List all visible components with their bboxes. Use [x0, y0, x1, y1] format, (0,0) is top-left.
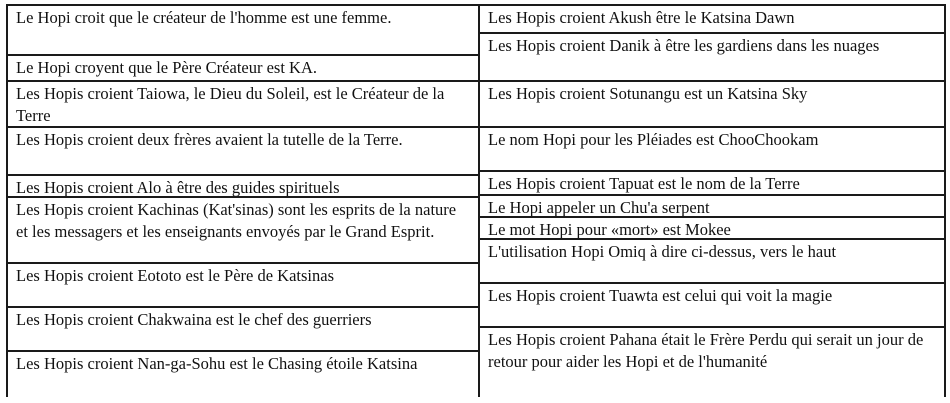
table-cell: L'utilisation Hopi Omiq à dire ci-dessus, vers le haut: [480, 240, 944, 284]
table-cell: Les Hopis croient Alo à être des guides spirituels: [8, 176, 478, 198]
table-cell: Le mot Hopi pour «mort» est Mokee: [480, 218, 944, 240]
table-cell: Les Hopis croient Sotunangu est un Katsina Sky: [480, 82, 944, 128]
table-cell: Les Hopis croient Akush être le Katsina Dawn: [480, 6, 944, 34]
table-cell: Le nom Hopi pour les Pléiades est ChooChookam: [480, 128, 944, 172]
table-cell: Les Hopis croient Tuawta est celui qui voit la magie: [480, 284, 944, 328]
table-cell: Les Hopis croient Eototo est le Père de Katsinas: [8, 264, 478, 308]
table-cell: Le Hopi croit que le créateur de l'homme est une femme.: [8, 6, 478, 56]
table-cell: Les Hopis croient Taiowa, le Dieu du Soleil, est le Créateur de la Terre: [8, 82, 478, 128]
table-cell: Le Hopi appeler un Chu'a serpent: [480, 196, 944, 218]
table-cell: Les Hopis croient Tapuat est le nom de la Terre: [480, 172, 944, 196]
table-cell: Les Hopis croient deux frères avaient la tutelle de la Terre.: [8, 128, 478, 176]
table-cell: Les Hopis croient Danik à être les gardiens dans les nuages: [480, 34, 944, 82]
table-cell: Les Hopis croient Nan-ga-Sohu est le Chasing étoile Katsina: [16, 354, 418, 373]
table-cell: Les Hopis croient Kachinas (Kat'sinas) sont les esprits de la nature et les messagers et les enseignants envoyés par le Grand Esprit.: [8, 198, 478, 264]
right-column: [478, 4, 946, 397]
table-cell: Les Hopis croient Pahana était le Frère Perdu qui serait un jour de retour pour aider les Hopi et de l'humanité: [488, 330, 924, 371]
left-column: [6, 4, 480, 397]
table-cell: Le Hopi croyent que le Père Créateur est KA.: [8, 56, 478, 82]
table-cell: Les Hopis croient Chakwaina est le chef des guerriers: [8, 308, 478, 352]
